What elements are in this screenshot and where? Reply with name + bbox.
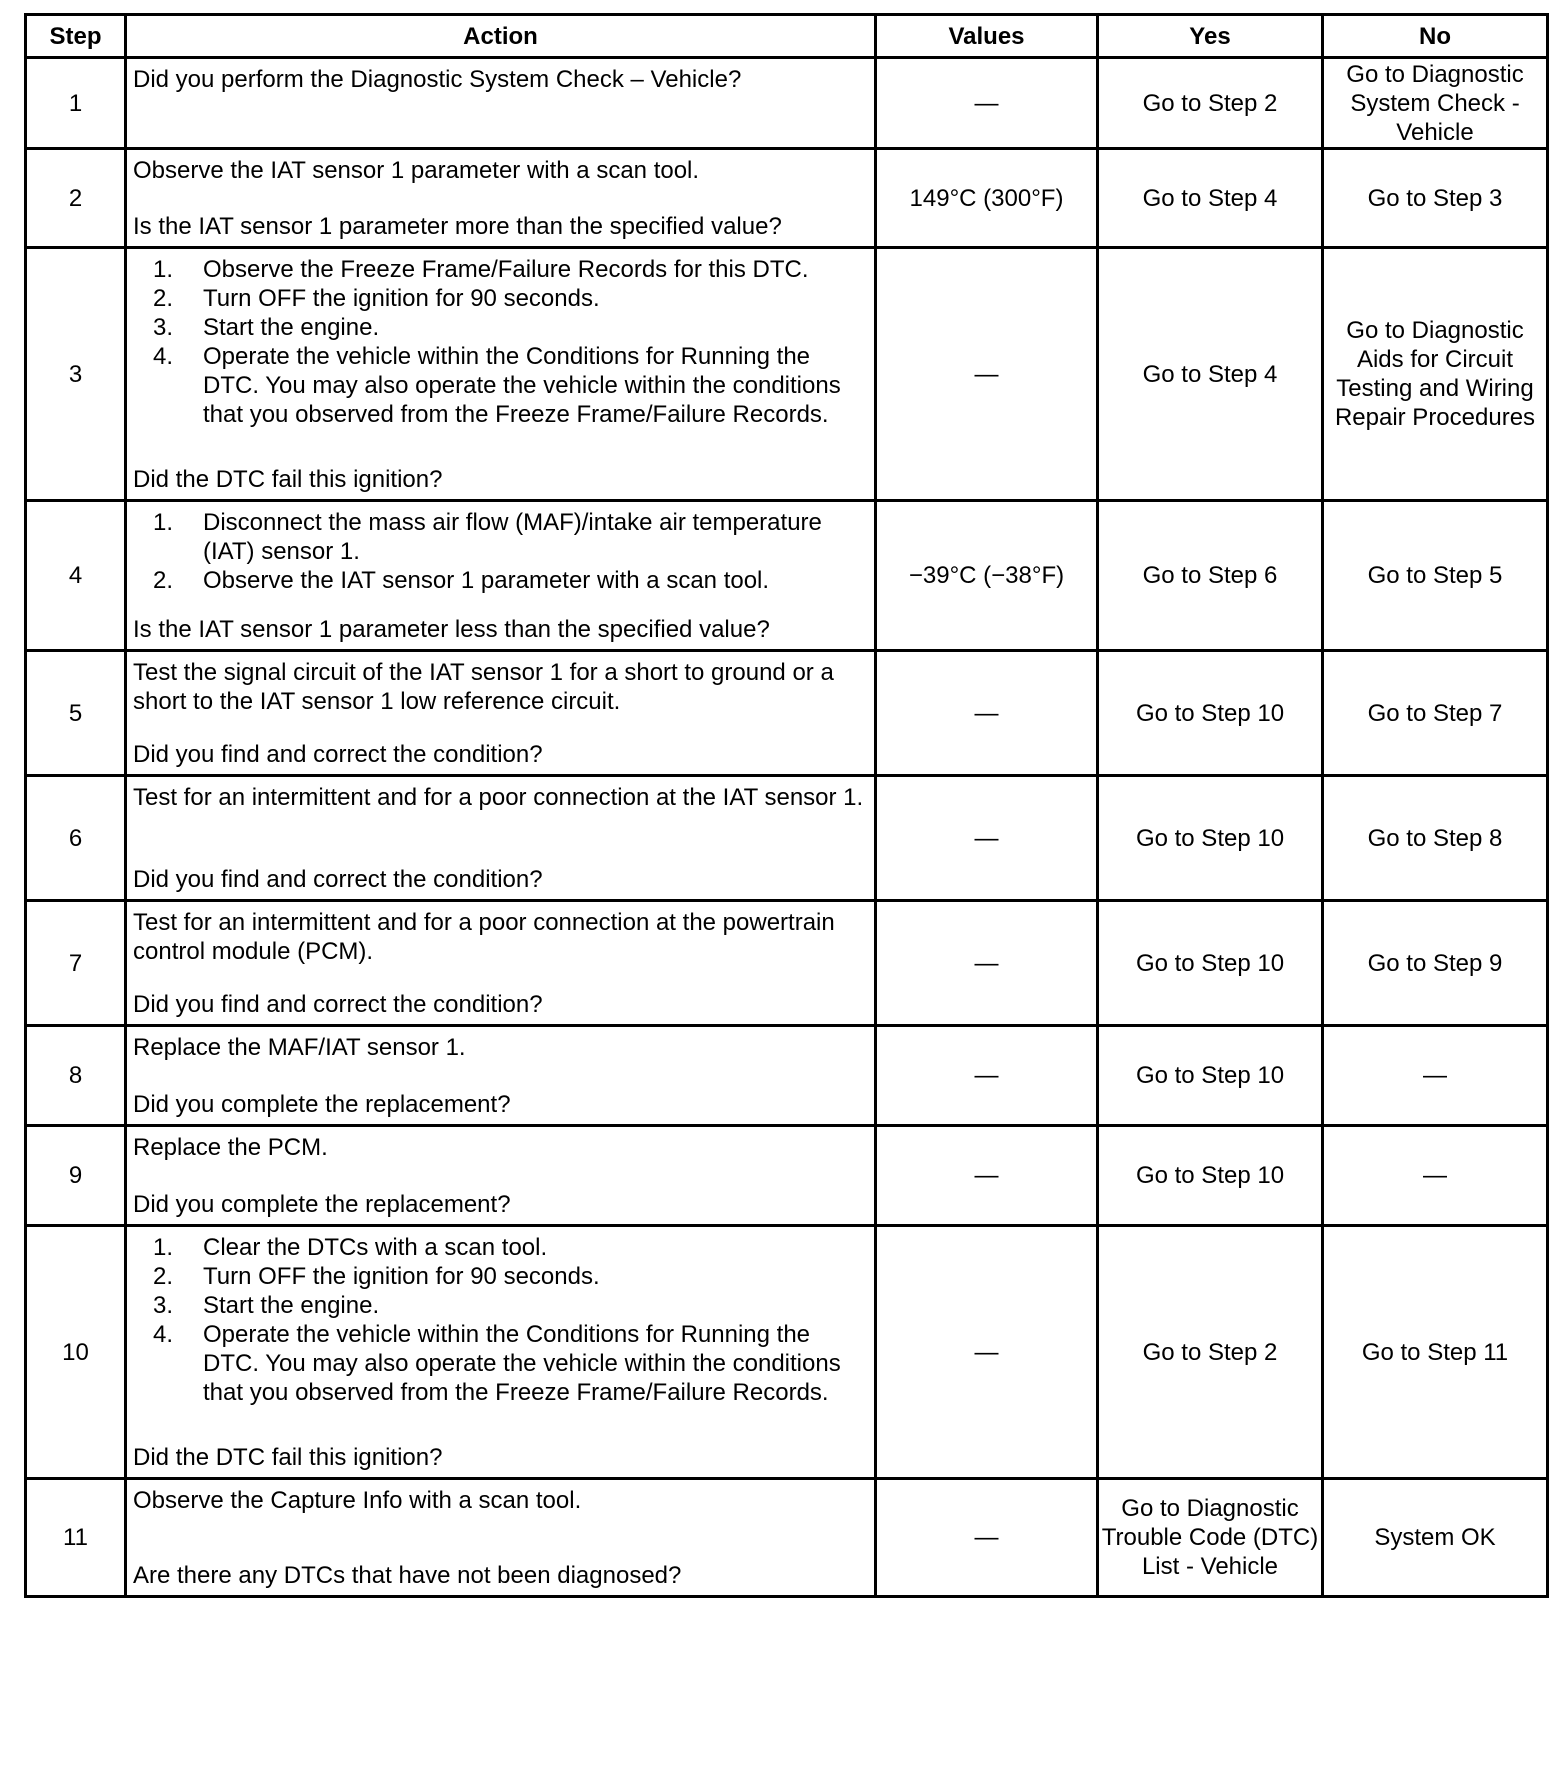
values-cell: —: [876, 58, 1098, 149]
action-steps-list: [133, 1233, 868, 1407]
no-cell: Go to Step 9: [1323, 901, 1548, 1026]
action-question: Are there any DTCs that have not been diagnosed?: [133, 1561, 682, 1589]
yes-cell: Go to Diagnostic Trouble Code (DTC) List - Vehicle: [1098, 1479, 1323, 1597]
action-question: Did you find and correct the condition?: [133, 740, 543, 768]
list-item: 3. Start the engine.: [152, 1291, 380, 1319]
yes-cell: Go to Step 10: [1098, 1126, 1323, 1226]
action-question: Did you complete the replacement?: [133, 1190, 511, 1218]
action-cell: [126, 501, 876, 651]
step-number: 9: [26, 1126, 126, 1226]
table-row: [26, 1479, 1548, 1597]
list-item: 2. Turn OFF the ignition for 90 seconds.: [152, 1262, 600, 1290]
yes-cell: Go to Step 4: [1098, 149, 1323, 248]
list-item: 2. Turn OFF the ignition for 90 seconds.: [152, 284, 600, 312]
action-question: Did you complete the replacement?: [133, 1090, 511, 1118]
table-row: [26, 248, 1548, 501]
values-cell: —: [876, 248, 1098, 501]
header-row: [26, 15, 1548, 58]
action-cell: [126, 1226, 876, 1479]
table-row: [26, 1226, 1548, 1479]
action-text: Test for an intermittent and for a poor connection at the IAT sensor 1.: [133, 783, 864, 811]
step-number: 10: [26, 1226, 126, 1479]
table-row: [26, 1126, 1548, 1226]
values-cell: —: [876, 1126, 1098, 1226]
list-item: 4. Operate the vehicle within the Conditions for Running the DTC. You may also operate the vehicle within the conditions that you observed from the Freeze Frame/Failure Records.: [152, 342, 841, 428]
values-cell: —: [876, 651, 1098, 776]
yes-cell: Go to Step 2: [1098, 58, 1323, 149]
action-question: Is the IAT sensor 1 parameter more than the specified value?: [133, 212, 782, 240]
yes-cell: Go to Step 4: [1098, 248, 1323, 501]
no-cell: Go to Step 7: [1323, 651, 1548, 776]
action-steps-list: [133, 508, 868, 595]
action-question: Did the DTC fail this ignition?: [133, 465, 443, 493]
yes-cell: Go to Step 10: [1098, 1026, 1323, 1126]
list-item: 3. Start the engine.: [152, 313, 380, 341]
action-text: Test for an intermittent and for a poor connection at the powertrain control module (PCM).: [133, 908, 835, 965]
values-cell: —: [876, 901, 1098, 1026]
action-cell: [126, 58, 876, 149]
table-row: [26, 149, 1548, 248]
action-cell: [126, 1479, 876, 1597]
list-item: 1. Disconnect the mass air flow (MAF)/intake air temperature (IAT) sensor 1.: [152, 508, 822, 565]
action-steps-list: [133, 255, 868, 429]
action-cell: [126, 1126, 876, 1226]
action-cell: [126, 1026, 876, 1126]
header-yes: Yes: [1098, 15, 1323, 58]
list-item: 1. Clear the DTCs with a scan tool.: [152, 1233, 548, 1261]
yes-cell: Go to Step 10: [1098, 901, 1323, 1026]
table-row: [26, 58, 1548, 149]
action-text: Replace the MAF/IAT sensor 1.: [133, 1033, 466, 1061]
step-number: 1: [26, 58, 126, 149]
action-question: Did the DTC fail this ignition?: [133, 1443, 443, 1471]
step-number: 11: [26, 1479, 126, 1597]
header-action: Action: [126, 15, 876, 58]
list-item: 4. Operate the vehicle within the Conditions for Running the DTC. You may also operate the vehicle within the conditions that you observed from the Freeze Frame/Failure Records.: [152, 1320, 841, 1406]
no-cell: —: [1323, 1126, 1548, 1226]
action-cell: [126, 776, 876, 901]
action-text: Observe the IAT sensor 1 parameter with a scan tool.: [133, 156, 700, 184]
no-cell: Go to Step 3: [1323, 149, 1548, 248]
step-number: 8: [26, 1026, 126, 1126]
table-row: [26, 901, 1548, 1026]
yes-cell: Go to Step 2: [1098, 1226, 1323, 1479]
action-question: Did you find and correct the condition?: [133, 865, 543, 893]
step-number: 3: [26, 248, 126, 501]
table-row: [26, 776, 1548, 901]
table-row: [26, 651, 1548, 776]
no-cell: Go to Step 8: [1323, 776, 1548, 901]
header-no: No: [1323, 15, 1548, 58]
table-row: [26, 501, 1548, 651]
no-cell: Go to Step 5: [1323, 501, 1548, 651]
list-item: 1. Observe the Freeze Frame/Failure Records for this DTC.: [152, 255, 809, 283]
action-text: Test the signal circuit of the IAT sensor 1 for a short to ground or a short to the IAT sensor 1 low reference circuit.: [133, 658, 834, 715]
yes-cell: Go to Step 10: [1098, 651, 1323, 776]
action-question: Is the IAT sensor 1 parameter less than the specified value?: [133, 615, 770, 643]
values-cell: —: [876, 1226, 1098, 1479]
header-values: Values: [876, 15, 1098, 58]
yes-cell: Go to Step 6: [1098, 501, 1323, 651]
table-body: [26, 58, 1548, 1597]
values-cell: −39°C (−38°F): [876, 501, 1098, 651]
header-step: Step: [26, 15, 126, 58]
values-cell: 149°C (300°F): [876, 149, 1098, 248]
no-cell: Go to Diagnostic Aids for Circuit Testing and Wiring Repair Procedures: [1323, 248, 1548, 501]
step-number: 5: [26, 651, 126, 776]
values-cell: —: [876, 776, 1098, 901]
action-question: Did you find and correct the condition?: [133, 990, 543, 1018]
no-cell: System OK: [1323, 1479, 1548, 1597]
diagnostic-table: [24, 13, 1549, 1598]
step-number: 2: [26, 149, 126, 248]
step-number: 4: [26, 501, 126, 651]
yes-cell: Go to Step 10: [1098, 776, 1323, 901]
step-number: 6: [26, 776, 126, 901]
values-cell: —: [876, 1479, 1098, 1597]
no-cell: Go to Diagnostic System Check - Vehicle: [1323, 58, 1548, 149]
action-cell: [126, 651, 876, 776]
action-text: Did you perform the Diagnostic System Check – Vehicle?: [133, 65, 742, 93]
action-text: Observe the Capture Info with a scan tool.: [133, 1486, 582, 1514]
no-cell: —: [1323, 1026, 1548, 1126]
action-cell: [126, 901, 876, 1026]
values-cell: —: [876, 1026, 1098, 1126]
action-text: Replace the PCM.: [133, 1133, 328, 1161]
table-row: [26, 1026, 1548, 1126]
list-item: 2. Observe the IAT sensor 1 parameter with a scan tool.: [152, 566, 770, 594]
action-cell: [126, 149, 876, 248]
step-number: 7: [26, 901, 126, 1026]
action-cell: [126, 248, 876, 501]
no-cell: Go to Step 11: [1323, 1226, 1548, 1479]
